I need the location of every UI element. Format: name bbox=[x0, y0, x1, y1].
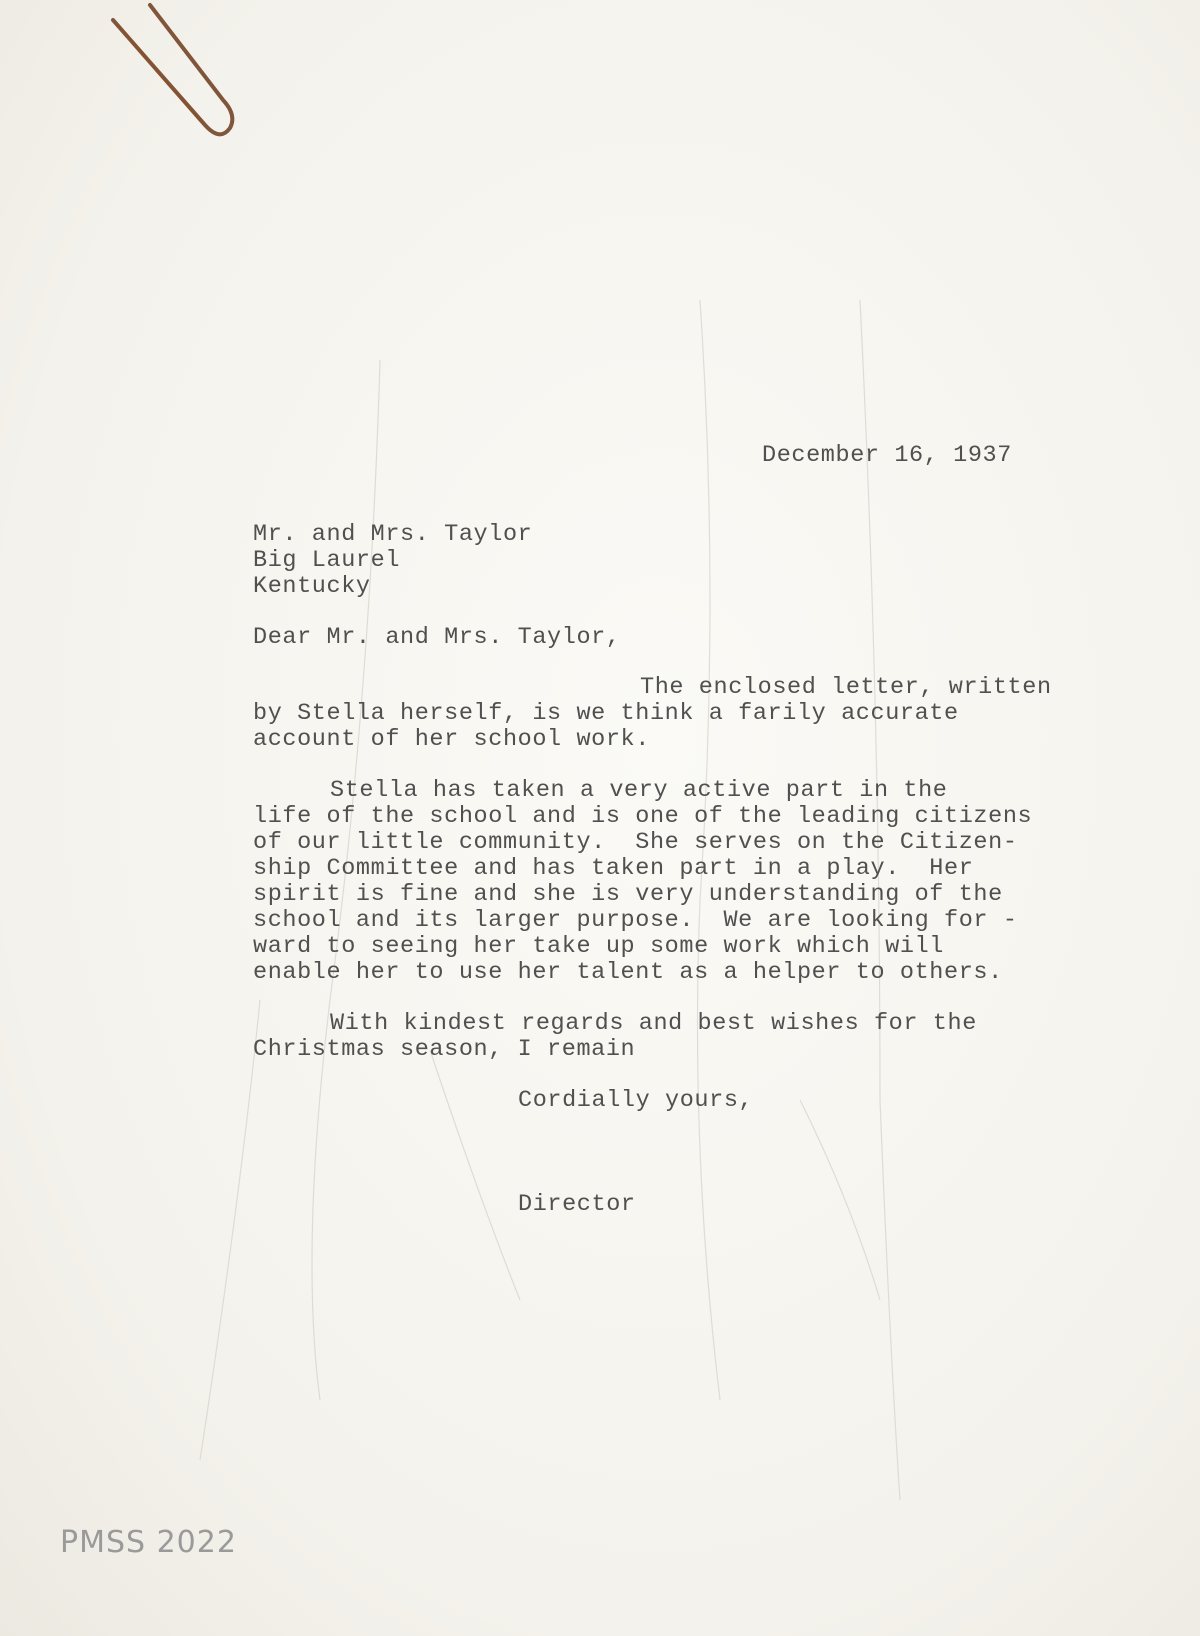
paragraph2-line: of our little community. She serves on the Citizen- bbox=[253, 829, 1018, 856]
letter-date: December 16, 1937 bbox=[762, 442, 1012, 469]
paragraph2-line: Stella has taken a very active part in the bbox=[330, 777, 948, 804]
paragraph3-line: With kindest regards and best wishes for the bbox=[330, 1010, 977, 1037]
paragraph2-line: life of the school and is one of the leading citizens bbox=[253, 803, 1033, 830]
address-line-town: Big Laurel bbox=[253, 547, 401, 574]
signature-title: Director bbox=[518, 1191, 636, 1218]
salutation: Dear Mr. and Mrs. Taylor, bbox=[253, 624, 621, 651]
paperclip-rust-stain bbox=[105, 0, 255, 150]
archive-watermark: PMSS 2022 bbox=[60, 1525, 237, 1560]
paragraph1-line: account of her school work. bbox=[253, 726, 650, 753]
paragraph2-line: enable her to use her talent as a helper to others. bbox=[253, 959, 1003, 986]
address-line-name: Mr. and Mrs. Taylor bbox=[253, 521, 533, 548]
paragraph2-line: spirit is fine and she is very understanding of the bbox=[253, 881, 1003, 908]
paragraph2-line: school and its larger purpose. We are looking for - bbox=[253, 907, 1018, 934]
paragraph1-line: The enclosed letter, written bbox=[640, 674, 1052, 701]
paragraph2-line: ward to seeing her take up some work which will bbox=[253, 933, 945, 960]
paragraph1-line: by Stella herself, is we think a farily accurate bbox=[253, 700, 959, 727]
address-line-state: Kentucky bbox=[253, 573, 371, 600]
paragraph3-line: Christmas season, I remain bbox=[253, 1036, 636, 1063]
closing: Cordially yours, bbox=[518, 1087, 754, 1114]
paragraph2-line: ship Committee and has taken part in a play. Her bbox=[253, 855, 974, 882]
